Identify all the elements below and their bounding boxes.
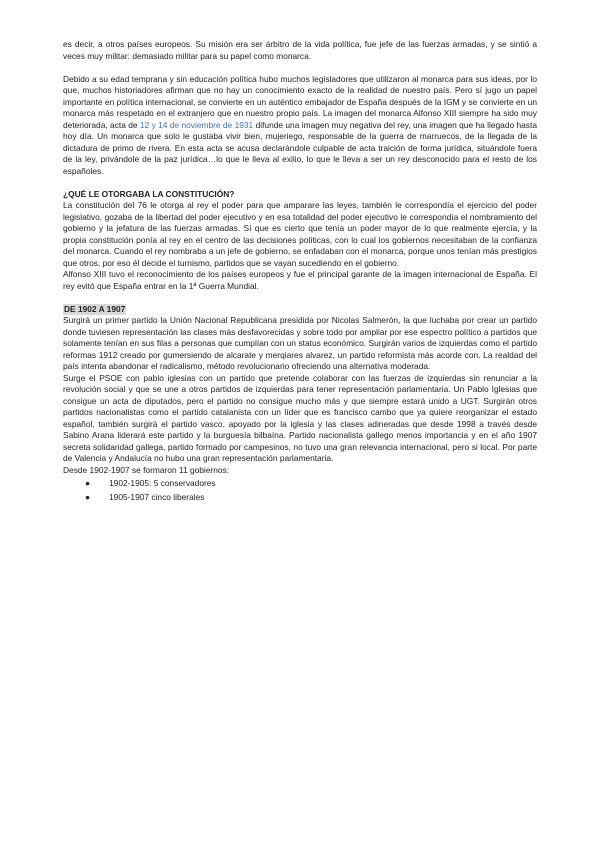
list-item: ● 1902-1905: 5 conservadores: [85, 478, 216, 488]
heading-1902-1907: DE 1902 A 1907: [64, 303, 126, 314]
paragraph-reconocimiento: Alfonso XIII tuvo el reconocimiento de los países europeos y fue el principal garante de la imagen internacional de España. El rey evitó que España entrar en la 1ª Guerra Mundial.: [63, 269, 537, 291]
paragraph-monarca-text-1: Debido a su edad temprana y sin educación política hubo muchos legisladores que utilizaron al monarca para sus ideas, por lo que, muchos historiadores afirman que no hay un conocimiento exacto de la realidad de nuestro país. Pero sí jugo un papel importante en política internacional, se convierte en un auténtico embajador de España después de la IGM y se convierte en un monarca más respetado en el extranjero que en nuestro propio país. La imagen del monarca Alfonso XIII siempre ha sido muy deteriorada, acta de: [63, 73, 537, 130]
paragraph-psoe: Surge el PSOE con pablo iglesias con un partido que pretende colaborar con las fuerzas de izquierdas sin renunciar a la revolución social y que se une a otros partidos de izquierdas para tener representación parlamentaria. Un Pablo Iglesias que consigue un acta de diputados, pero el partido no consigue mucho más y que siempre estará unido a UGT. Surgirán otros partidos nacionalistas como el partido catalanista con un líder que es francisco cambo que ya quiere reorganizar el estado español, también surgirá el partido vasco, apoyado por la iglesia y las clases adineradas que desde 1998 a través desde Sabino Arana liderará este partido y la burguesía bilbaína. Partido nacionalista gallego menos importancia y en el año 1907 secreta solidaridad gallega, partido formado por campesinos, no tuvo una gran relevancia internacional, pero si local. Por parte de Valencia y Andalucía no hubo una gran representación parlamentaria.: [63, 372, 537, 463]
bullet-icon: ●: [85, 491, 91, 502]
heading-constitucion: ¿QUÉ LE OTORGABA LA CONSTITUCIÓN?: [63, 188, 235, 199]
paragraph-monarca-text-2: difunde una imagen muy negativa del rey, una imagen que ha llegado hasta hoy día. Un monarca que solo le gustaba vivir bien, mujeriego, responsable de la guerra de marruecos, de la llegada de la dictadura de primo de rivera. En esta acta se acusa declarándole culpable de acta traición de forma jurídica, situándole fuera de la ley, privándole de la paz jurídica…lo que le lleva al exilio, lo que le lleva a ser un rey desconocido para el resto de los españoles.: [63, 119, 537, 176]
gobiernos-list: [63, 478, 537, 503]
paragraph-union-republicana: Surgirá un primer partido la Unión Nacional Republicana presidida por Nicolas Salmerón, la que luchaba por crear un partido donde tuviesen representación las clases más desfavorecidas y sobre todo por ampliar por ese espectro político a partidos que solamente tenían en sus filas a personas que cumplían con un status económico. Surgirán varios de izquierdas como el partido reformas 1912 creado por gumersiendo de alcarate y merqiares alvarez, un partido reformista más acorde con. La realdad del país intenta abandonar el radicalismo, método revolucionario ofreciendo una alternativa moderada.: [63, 315, 537, 371]
paragraph-constitucion: La constitución del 76 le otorga al rey el poder para que amparare las leyes, también le correspondía el ejercicio del poder legislativo, gozaba de la libertad del poder ejecutivo y en esa totalidad del poder ejecutivo le correspondía el nombramiento del gobierno y la jefatura de las fuerzas armadas. Sí que es cierto que tenía un poder mayor de lo que realmente ejercía, y la propia constitución ponía al rey en el centro de las decisiones políticas, con lo cual los gobiernos necesitaban de la confianza del monarca. Cuando el rey nombraba a un jefe de gobierno, se enfadaban con el monarca, porque unos tenían más prestigios que otros, por eso él decide el turnismo, partidos que se vayan sucediendo en el gobierno.: [63, 200, 537, 268]
date-link[interactable]: 12 y 14 de noviembre de 1931: [139, 119, 254, 130]
bullet-icon: ●: [85, 478, 91, 488]
paragraph-monarca: [63, 74, 537, 178]
document-body: [63, 39, 537, 505]
list-item: ● 1905-1907 cinco liberales: [85, 491, 205, 502]
paragraph-gobiernos: Desde 1902-1907 se formaron 11 gobiernos:: [63, 464, 230, 475]
paragraph-mision: es decir, a otros países europeos. Su misión era ser árbitro de la vida política, fue jefe de las fuerzas armadas, y se sintió a veces muy militar: demasiado militar para su papel como monarca.: [63, 39, 537, 61]
